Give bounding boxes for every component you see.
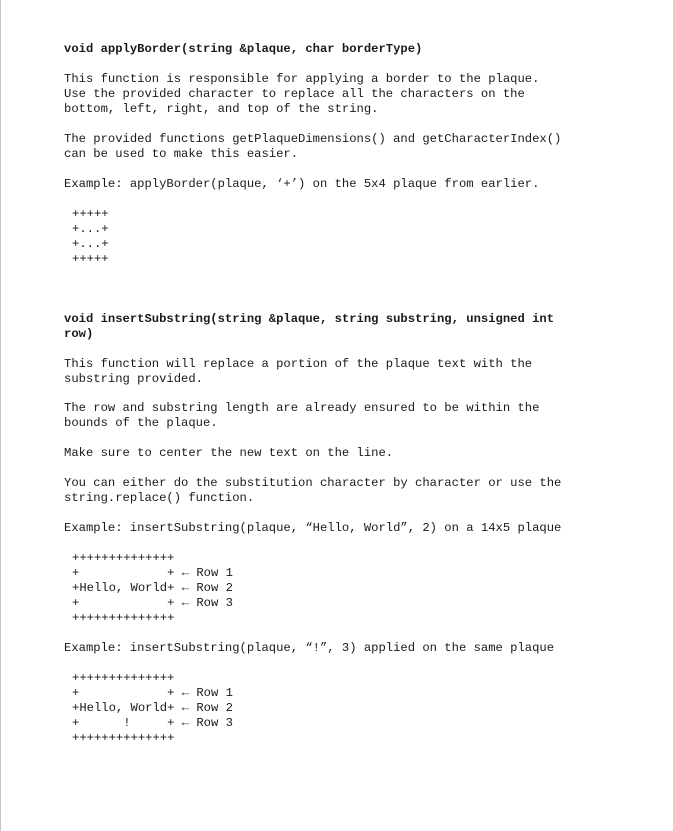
description-line: You can either do the substitution character by character or use the — [64, 476, 562, 490]
description-line: The provided functions getPlaqueDimensions() and getCharacterIndex() — [64, 132, 562, 146]
description-line: This function is responsible for applying a border to the plaque. — [64, 72, 540, 86]
plaque-art-line: + + ← Row 1 — [72, 686, 233, 700]
description-line: Make sure to center the new text on the line. — [64, 446, 394, 460]
plaque-art-line: +Hello, World+ ← Row 2 — [72, 701, 233, 715]
plaque-art-line: + ! + ← Row 3 — [72, 716, 233, 730]
description-line: This function will replace a portion of the plaque text with the — [64, 357, 533, 371]
plaque-art-line: ++++++++++++++ — [72, 671, 175, 685]
plaque-art-line: +...+ — [72, 222, 109, 236]
plaque-art-line: +++++ — [72, 252, 109, 266]
example-line: Example: applyBorder(plaque, ‘+’) on the 5x4 plaque from earlier. — [64, 177, 540, 191]
example-line: Example: insertSubstring(plaque, “!”, 3) applied on the same plaque — [64, 641, 555, 655]
plaque-art-line: + + ← Row 3 — [72, 596, 233, 610]
function-signature-applyborder: void applyBorder(string &plaque, char borderType) — [64, 42, 423, 56]
function-signature-insertsubstring: row) — [64, 327, 94, 341]
plaque-art-line: + + ← Row 1 — [72, 566, 233, 580]
plaque-art-line: +++++ — [72, 207, 109, 221]
description-line: string.replace() function. — [64, 491, 255, 505]
example-line: Example: insertSubstring(plaque, “Hello, World”, 2) on a 14x5 plaque — [64, 521, 562, 535]
plaque-art-line: +Hello, World+ ← Row 2 — [72, 581, 233, 595]
plaque-art-line: +...+ — [72, 237, 109, 251]
description-line: bottom, left, right, and top of the string. — [64, 102, 379, 116]
description-line: The row and substring length are already ensured to be within the — [64, 401, 540, 415]
function-signature-insertsubstring: void insertSubstring(string &plaque, string substring, unsigned int — [64, 312, 555, 326]
plaque-art-line: ++++++++++++++ — [72, 551, 175, 565]
plaque-art-line: ++++++++++++++ — [72, 731, 175, 745]
description-line: bounds of the plaque. — [64, 416, 218, 430]
description-line: Use the provided character to replace all the characters on the — [64, 87, 525, 101]
description-line: substring provided. — [64, 372, 203, 386]
description-line: can be used to make this easier. — [64, 147, 299, 161]
plaque-art-line: ++++++++++++++ — [72, 611, 175, 625]
